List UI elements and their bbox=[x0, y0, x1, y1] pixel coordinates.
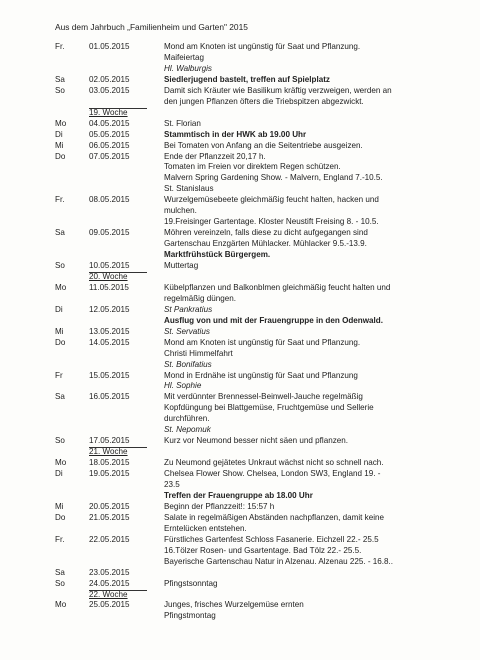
entry-text: Hl. Walburgis bbox=[164, 63, 212, 73]
calendar-row bbox=[0, 64, 480, 75]
calendar-row bbox=[0, 524, 480, 535]
calendar-row bbox=[0, 42, 480, 53]
calendar-row bbox=[0, 130, 480, 141]
weekday-label: Di bbox=[55, 129, 63, 139]
entry-text: Möhren vereinzeln, falls diese zu dicht aufgegangen sind bbox=[164, 228, 368, 238]
date-label: 13.05.2015 bbox=[89, 326, 130, 336]
entry-text: Salate in regelmäßigen Abständen nachpflanzen, damit keine bbox=[164, 512, 385, 522]
date-label: 05.05.2015 bbox=[89, 129, 130, 139]
weekday-label: Fr. bbox=[55, 42, 65, 51]
date-label: 04.05.2015 bbox=[89, 118, 130, 128]
entry-text: Stammtisch in der HWK ab 19.00 Uhr bbox=[164, 129, 307, 139]
entry-text: Treffen der Frauengruppe ab 18.00 Uhr bbox=[164, 490, 313, 500]
calendar-row bbox=[0, 392, 480, 403]
week-number: 21. Woche bbox=[89, 447, 128, 457]
entry-text: St Pankratius bbox=[164, 304, 213, 314]
document-title: Aus dem Jahrbuch „Familienheim und Garten" 2015 bbox=[55, 22, 248, 32]
entry-text: Ende der Pflanzzeit 20,17 h. bbox=[164, 151, 266, 161]
weekday-label: So bbox=[55, 261, 65, 270]
calendar-row bbox=[0, 425, 480, 436]
calendar-row bbox=[0, 250, 480, 261]
entry-text: den jungen Pflanzen öfters die Triebspitzen abgezwickt. bbox=[164, 96, 364, 106]
entry-text: Mond in Erdnähe ist ungünstig für Saat und Pflanzung bbox=[164, 370, 358, 380]
weekday-label: Fr. bbox=[55, 195, 65, 205]
weekday-label: So bbox=[55, 578, 65, 588]
entry-text: 19.Freisinger Gartentage. Kloster Neustift Freising 8. - 10.5. bbox=[164, 217, 379, 227]
calendar-row bbox=[0, 305, 480, 316]
weekday-label: Fr bbox=[55, 370, 63, 380]
calendar-row bbox=[0, 141, 480, 152]
entry-text: St. Florian bbox=[164, 118, 201, 128]
date-label: 16.05.2015 bbox=[89, 392, 130, 402]
entry-text: St. Bonifatius bbox=[164, 359, 212, 369]
entry-text: Ausflug von und mit der Frauengruppe in den Odenwald. bbox=[164, 315, 383, 325]
entry-text: Maifeiertag bbox=[164, 52, 205, 62]
week-separator-line bbox=[89, 108, 147, 109]
calendar-row bbox=[0, 458, 480, 469]
weekday-label: Do bbox=[55, 512, 66, 522]
date-label: 14.05.2015 bbox=[89, 337, 130, 347]
date-label: 03.05.2015 bbox=[89, 85, 130, 95]
calendar-row bbox=[0, 535, 480, 546]
calendar-row bbox=[0, 480, 480, 491]
entry-text: Junges, frisches Wurzelgemüse ernten bbox=[164, 600, 304, 610]
week-row bbox=[0, 272, 480, 283]
date-label: 08.05.2015 bbox=[89, 195, 130, 205]
calendar-row bbox=[0, 469, 480, 480]
weekday-label: Fr. bbox=[55, 534, 65, 544]
week-row bbox=[0, 447, 480, 458]
calendar-row bbox=[0, 86, 480, 97]
date-label: 09.05.2015 bbox=[89, 228, 130, 238]
entry-text: Chelsea Flower Show. Chelsea, London SW3, England 19. - bbox=[164, 469, 381, 479]
calendar-row bbox=[0, 206, 480, 217]
calendar-row bbox=[0, 283, 480, 294]
entry-text: Bei Tomaten von Anfang an die Seitentriebe ausgeizen. bbox=[164, 140, 363, 150]
entry-text: Mond am Knoten ist ungünstig für Saat und Pflanzung. bbox=[164, 337, 361, 347]
date-label: 22.05.2015 bbox=[89, 534, 130, 544]
calendar-row bbox=[0, 119, 480, 130]
date-label: 24.05.2015 bbox=[89, 578, 130, 588]
date-label: 06.05.2015 bbox=[89, 140, 130, 150]
calendar-row bbox=[0, 97, 480, 108]
week-number: 19. Woche bbox=[89, 107, 128, 117]
entry-text: Mit verdünnter Brennessel-Beinwell-Jauche regelmäßig bbox=[164, 392, 363, 402]
date-label: 17.05.2015 bbox=[89, 436, 130, 446]
weekday-label: So bbox=[55, 436, 65, 446]
calendar-row bbox=[0, 414, 480, 425]
calendar-row bbox=[0, 294, 480, 305]
entry-text: Erntelücken entstehen. bbox=[164, 523, 247, 533]
weekday-label: Sa bbox=[55, 228, 65, 238]
calendar-row bbox=[0, 327, 480, 338]
entry-text: Siedlerjugend bastelt, treffen auf Spielplatz bbox=[164, 74, 330, 84]
date-label: 25.05.2015 bbox=[89, 600, 130, 610]
entry-text: 23.5 bbox=[164, 480, 180, 489]
date-label: 21.05.2015 bbox=[89, 512, 130, 522]
entry-text: St. Nepomuk bbox=[164, 425, 211, 435]
calendar-row bbox=[0, 75, 480, 86]
entry-text: Mond am Knoten ist ungünstig für Saat und Pflanzung. bbox=[164, 42, 361, 51]
calendar-row bbox=[0, 349, 480, 360]
calendar-row bbox=[0, 217, 480, 228]
entry-text: Malvern Spring Gardening Show. - Malvern, England 7.-10.5. bbox=[164, 173, 383, 183]
entry-text: Kübelpflanzen und Balkonblmen gleichmäßig feucht halten und bbox=[164, 282, 391, 292]
entry-text: durchführen. bbox=[164, 414, 210, 424]
date-label: 15.05.2015 bbox=[89, 370, 130, 380]
date-label: 20.05.2015 bbox=[89, 501, 130, 511]
calendar-row bbox=[0, 502, 480, 513]
calendar-row bbox=[0, 261, 480, 272]
calendar-row bbox=[0, 557, 480, 568]
week-separator-line bbox=[89, 272, 147, 273]
calendar-row bbox=[0, 381, 480, 392]
calendar-row bbox=[0, 338, 480, 349]
calendar-row bbox=[0, 491, 480, 502]
calendar-row bbox=[0, 53, 480, 64]
week-number: 20. Woche bbox=[89, 271, 128, 281]
entry-text: Damit sich Kräuter wie Basilikum kräftig verzweigen, werden an bbox=[164, 85, 392, 95]
calendar-row bbox=[0, 184, 480, 195]
date-label: 10.05.2015 bbox=[89, 261, 130, 270]
entry-text: 16.Tölzer Rosen- und Gsartentage. Bad Tölz 22.- 25.5. bbox=[164, 545, 362, 555]
weekday-label: Do bbox=[55, 337, 66, 347]
entry-text: Kopfdüngung bei Blattgemüse, Fruchtgemüse und Sellerie bbox=[164, 403, 374, 413]
weekday-label: So bbox=[55, 85, 65, 95]
entry-text: Pfingstmontag bbox=[164, 611, 216, 621]
entry-text: St. Servatius bbox=[164, 326, 210, 336]
date-label: 11.05.2015 bbox=[89, 282, 129, 292]
weekday-label: Di bbox=[55, 304, 63, 314]
weekday-label: Sa bbox=[55, 567, 65, 577]
weekday-label: Di bbox=[55, 469, 63, 479]
calendar-row bbox=[0, 403, 480, 414]
date-label: 07.05.2015 bbox=[89, 151, 130, 161]
entry-text: Muttertag bbox=[164, 261, 199, 270]
entry-text: Hl. Sophie bbox=[164, 381, 202, 391]
weekday-label: Mo bbox=[55, 458, 67, 468]
calendar-row bbox=[0, 316, 480, 327]
weekday-label: Mo bbox=[55, 118, 67, 128]
weekday-label: Sa bbox=[55, 74, 65, 84]
weekday-label: Do bbox=[55, 151, 66, 161]
entry-text: Tomaten im Freien vor direktem Regen schützen. bbox=[164, 162, 341, 172]
calendar-row bbox=[0, 360, 480, 371]
week-separator-line bbox=[89, 447, 147, 448]
calendar-row bbox=[0, 579, 480, 590]
weekday-label: Mi bbox=[55, 326, 64, 336]
calendar-row bbox=[0, 436, 480, 447]
weekday-label: Mo bbox=[55, 282, 67, 292]
calendar-row bbox=[0, 228, 480, 239]
calendar-row bbox=[0, 195, 480, 206]
date-label: 23.05.2015 bbox=[89, 567, 130, 577]
entry-text: Marktfrühstück Bürgergem. bbox=[164, 250, 271, 260]
calendar-row bbox=[0, 513, 480, 524]
date-label: 18.05.2015 bbox=[89, 458, 130, 468]
week-separator-line bbox=[89, 590, 147, 591]
calendar-row bbox=[0, 600, 480, 611]
week-row bbox=[0, 590, 480, 601]
week-row bbox=[0, 108, 480, 119]
weekday-label: Mi bbox=[55, 501, 64, 511]
entry-text: Bayerische Gartenschau Natur in Alzenau. Alzenau 225. - 16.8.. bbox=[164, 556, 394, 566]
entry-text: Zu Neumond gejätetes Unkraut wächst nicht so schnell nach. bbox=[164, 458, 384, 468]
entry-text: Pfingstsonntag bbox=[164, 578, 218, 588]
entry-text: mulchen. bbox=[164, 206, 197, 216]
calendar-row bbox=[0, 568, 480, 579]
calendar-row bbox=[0, 152, 480, 163]
entry-text: Fürstliches Gartenfest Schloss Fasanerie. Eichzell 22.- 25.5 bbox=[164, 534, 379, 544]
calendar-row bbox=[0, 611, 480, 622]
weekday-label: Sa bbox=[55, 392, 65, 402]
calendar-row bbox=[0, 239, 480, 250]
weekday-label: Mi bbox=[55, 140, 64, 150]
entry-text: Beginn der Pflanzzeit!: 15:57 h bbox=[164, 501, 275, 511]
entry-text: Christi Himmelfahrt bbox=[164, 348, 233, 358]
calendar-row bbox=[0, 546, 480, 557]
entry-text: Kurz vor Neumond besser nicht säen und pflanzen. bbox=[164, 436, 349, 446]
entry-text: Wurzelgemüsebeete gleichmäßig feucht halten, hacken und bbox=[164, 195, 379, 205]
week-number: 22. Woche bbox=[89, 589, 128, 599]
calendar-row bbox=[0, 371, 480, 382]
calendar-row bbox=[0, 173, 480, 184]
calendar-row bbox=[0, 162, 480, 173]
date-label: 02.05.2015 bbox=[89, 74, 130, 84]
weekday-label: Mo bbox=[55, 600, 67, 610]
date-label: 19.05.2015 bbox=[89, 469, 130, 479]
entry-text: Gartenschau Enzgärten Mühlacker. Mühlacker 9.5.-13.9. bbox=[164, 239, 367, 249]
entry-text: St. Stanislaus bbox=[164, 184, 214, 194]
date-label: 01.05.2015 bbox=[89, 42, 130, 51]
date-label: 12.05.2015 bbox=[89, 304, 130, 314]
entry-text: regelmäßig düngen. bbox=[164, 293, 236, 303]
